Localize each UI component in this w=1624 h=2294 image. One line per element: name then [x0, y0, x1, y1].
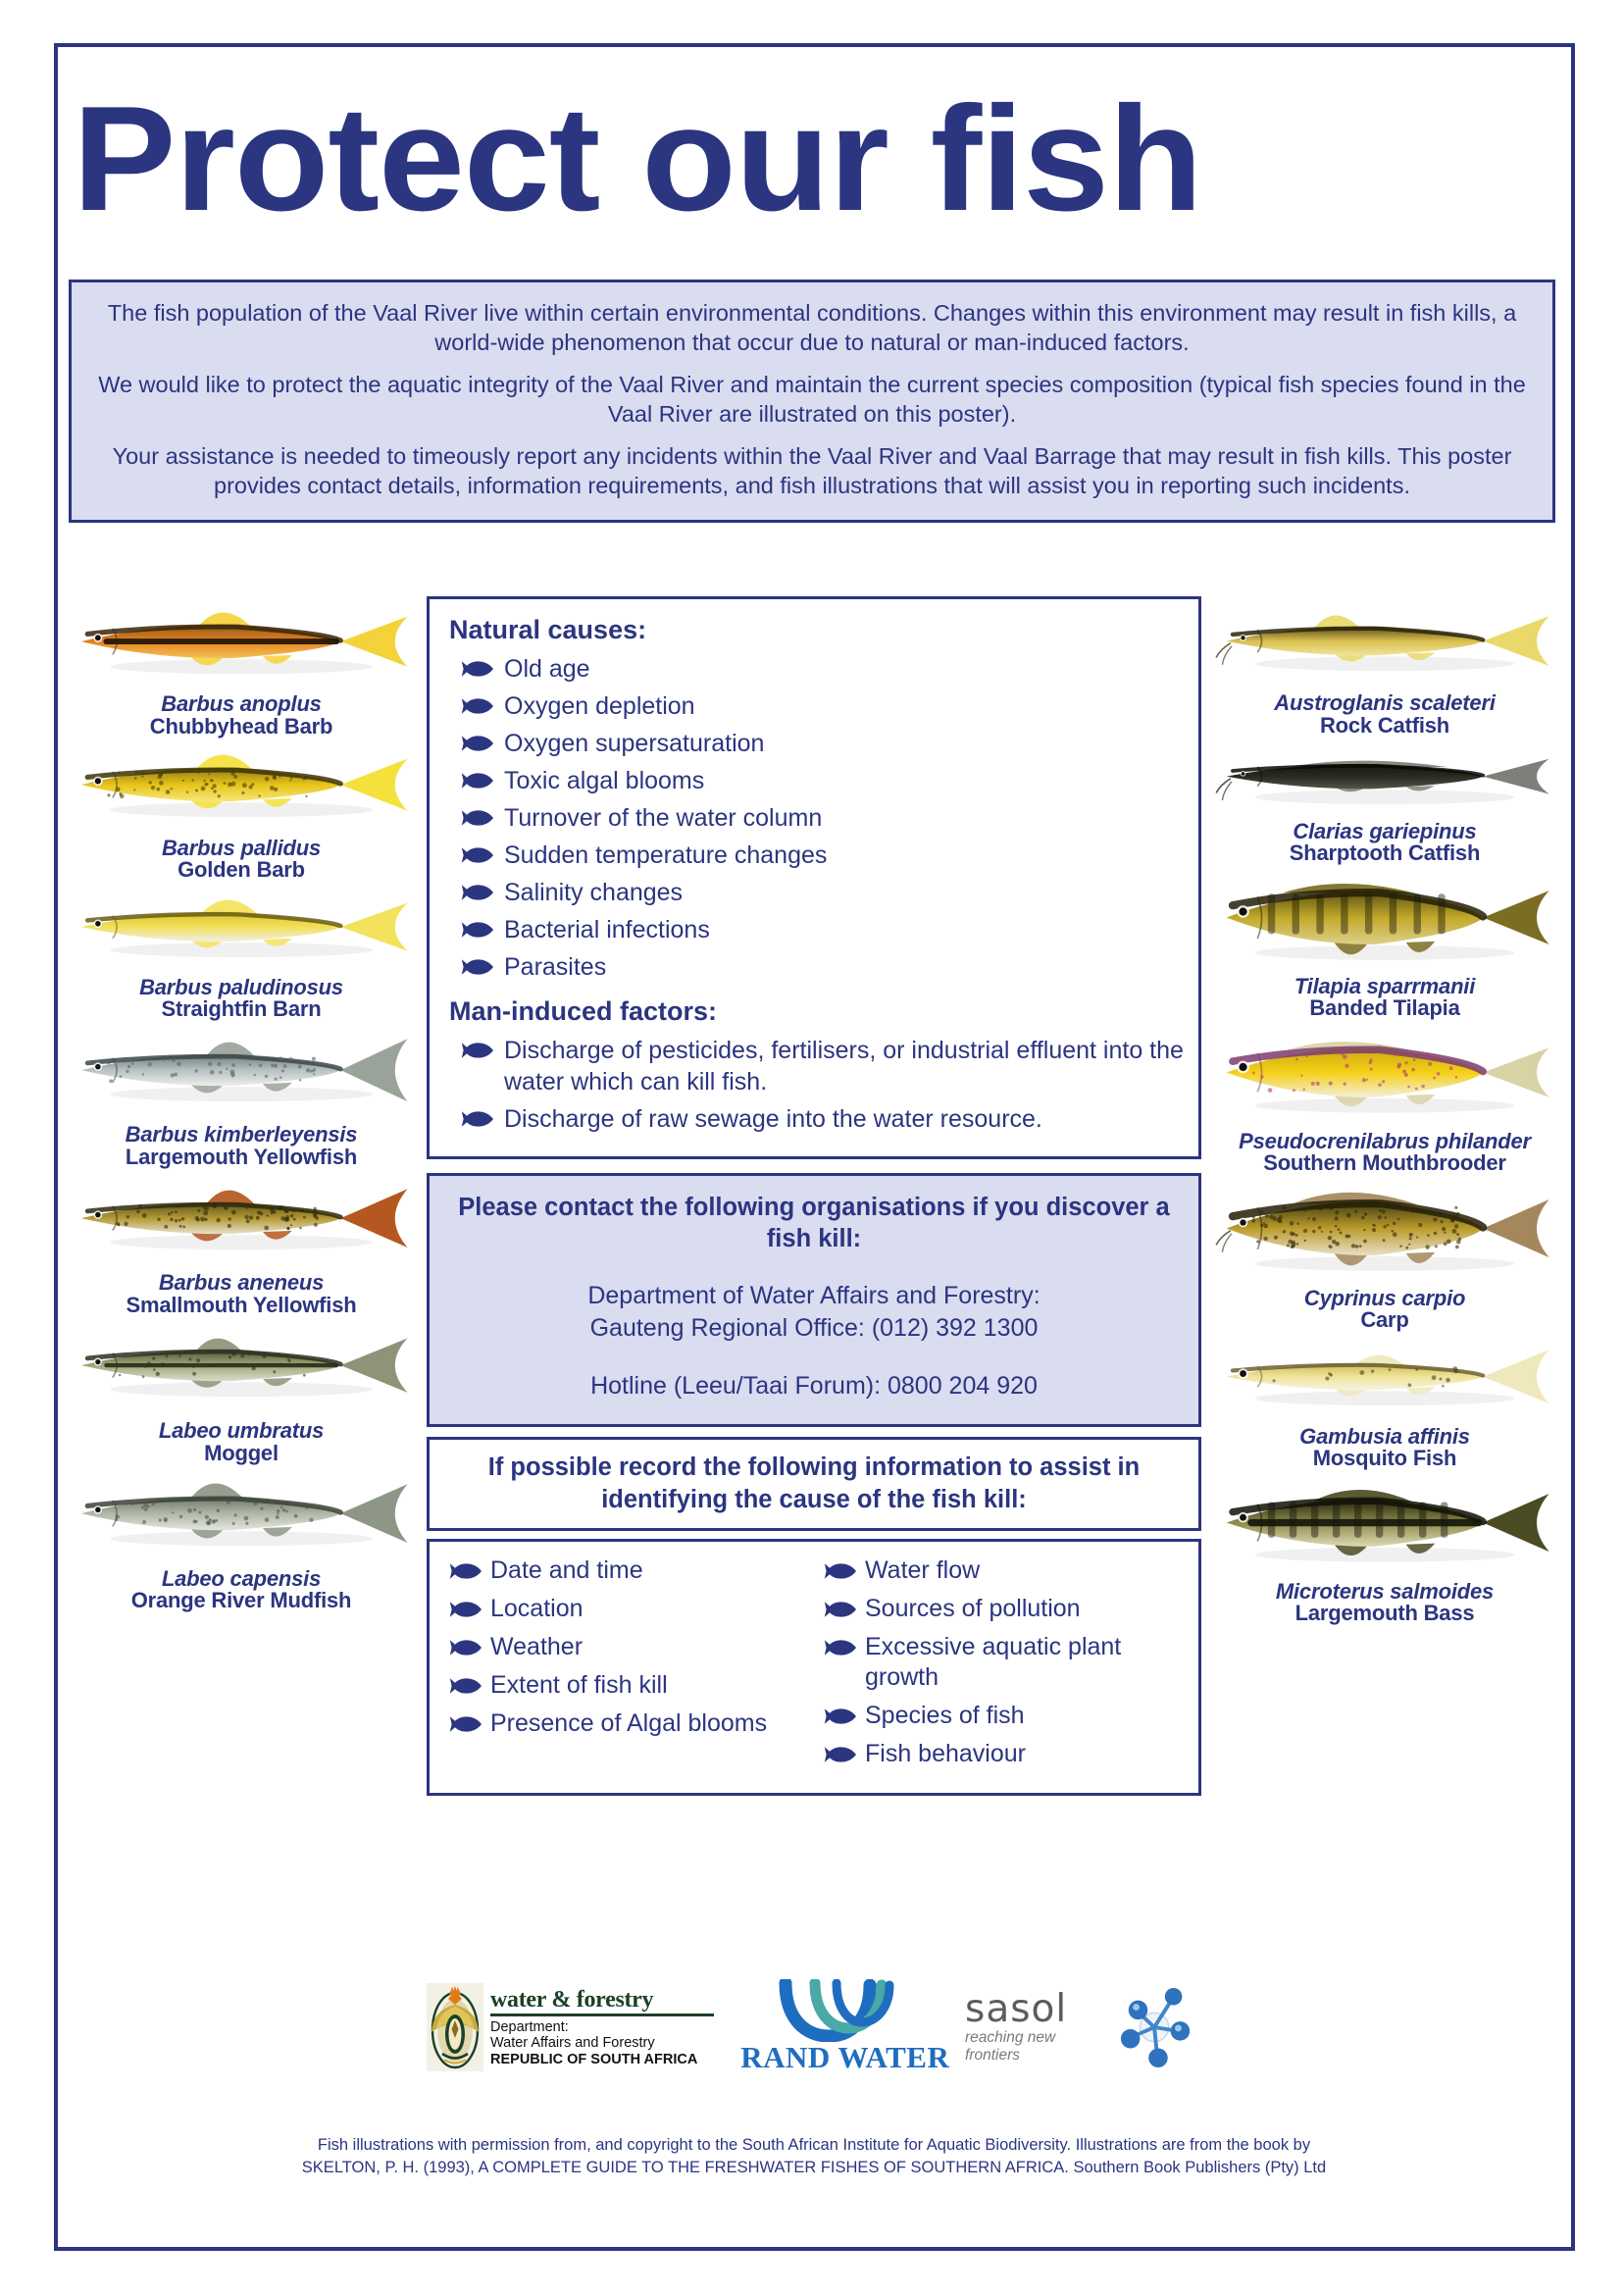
fish-bullet-icon — [461, 884, 494, 901]
logo-sasol — [965, 1982, 1192, 2072]
record-item — [814, 1594, 1189, 1624]
record-heading-panel — [427, 1437, 1201, 1531]
fish-left-caption — [69, 1417, 414, 1465]
fish-left-common-name: Chubbyhead Barb — [149, 713, 333, 739]
natural-cause-item — [447, 951, 1185, 983]
natural-cause-item — [447, 840, 1185, 871]
fish-left-common-name: Largemouth Yellowfish — [125, 1145, 358, 1170]
fish-bullet-icon — [824, 1601, 857, 1618]
fish-right-plate — [1214, 1022, 1555, 1175]
natural-cause-label: Oxygen supersaturation — [504, 730, 765, 757]
fish-left-scientific-name: Barbus paludinosus — [139, 974, 343, 999]
fish-right-scientific-name: Clarias gariepinus — [1293, 818, 1477, 843]
record-label: Species of fish — [865, 1702, 1025, 1729]
fish-left-caption — [69, 693, 414, 738]
fish-left-plate — [69, 739, 414, 881]
fish-bullet-icon — [449, 1601, 482, 1618]
credit-line-1: Fish illustrations with permission from, and copyright to the South African Institute for Aquatic Biodiversity. Illustrations are from the book by — [317, 2136, 1311, 2154]
fish-left-scientific-name: Barbus kimberleyensis — [125, 1122, 358, 1147]
record-item — [814, 1701, 1189, 1731]
contact-heading: Please contact the following organisations if you discover a fish kill: — [458, 1194, 1170, 1252]
fish-left-common-name: Orange River Mudfish — [130, 1588, 352, 1613]
fish-right-caption — [1214, 973, 1555, 1021]
natural-causes-list — [447, 653, 1185, 983]
fish-bullet-icon — [461, 1042, 494, 1059]
fish-illustration — [1214, 1334, 1555, 1425]
contact-panel — [427, 1173, 1201, 1427]
fish-right-plate — [1214, 1472, 1555, 1625]
record-items-panel — [427, 1539, 1201, 1796]
fish-left-common-name: Straightfin Barn — [161, 996, 322, 1022]
fish-left-scientific-name: Barbus anoplus — [161, 691, 322, 717]
fish-bullet-icon — [461, 735, 494, 752]
man-induced-cause-label: Discharge of raw sewage into the water resource. — [504, 1105, 1042, 1133]
fish-right-scientific-name: Pseudocrenilabrus philander — [1239, 1128, 1531, 1153]
fish-right-common-name: Carp — [1360, 1307, 1409, 1333]
intro-paragraph-3: Your assistance is needed to timeously report any incidents within the Vaal River and Vaal Barrage that may result in fish kills. This poster provides contact details, information requirements, and fish illustrations that will assist you in reporting such incidents. — [112, 443, 1512, 498]
page-title: Protect our fish — [73, 76, 1202, 242]
record-column-right — [814, 1555, 1189, 1777]
fish-right-plate — [1214, 1177, 1555, 1332]
fish-right-common-name: Banded Tilapia — [1309, 995, 1460, 1021]
rand-water-wave-icon — [772, 1979, 919, 2042]
rand-water-name: RAND WATER — [740, 2040, 950, 2074]
intro-panel — [69, 280, 1555, 523]
natural-cause-item — [447, 914, 1185, 945]
record-item — [439, 1555, 814, 1586]
record-heading: If possible record the following information to assist in identifying the cause of the fish kill: — [487, 1453, 1141, 1513]
fish-bullet-icon — [824, 1639, 857, 1657]
fish-left-plate — [69, 884, 414, 1021]
content-columns — [69, 596, 1555, 2038]
fish-bullet-icon — [449, 1562, 482, 1580]
record-label: Fish behaviour — [865, 1740, 1026, 1767]
contact-spacer — [449, 1345, 1179, 1370]
fish-right-scientific-name: Gambusia affinis — [1299, 1423, 1470, 1449]
sponsor-logos — [427, 1973, 1192, 2081]
credit-text — [118, 2134, 1510, 2179]
contact-gauteng-line: Gauteng Regional Office: (012) 392 1300 — [589, 1314, 1039, 1342]
fish-bullet-icon — [461, 660, 494, 678]
dwaf-line-2: Water Affairs and Forestry — [490, 2035, 655, 2052]
fish-left-caption — [69, 1565, 414, 1613]
credit-line-2: SKELTON, P. H. (1993), A COMPLETE GUIDE TO THE FRESHWATER FISHES OF SOUTHERN AFRICA. Southern Book Publishers (Pty) Ltd — [301, 2159, 1327, 2176]
contact-dwaf-line: Department of Water Affairs and Forestry: — [587, 1282, 1040, 1309]
fish-right-caption — [1214, 818, 1555, 866]
fish-left-caption — [69, 835, 414, 883]
record-label: Sources of pollution — [865, 1595, 1081, 1622]
fish-right-caption — [1214, 1423, 1555, 1471]
fish-right-common-name: Largemouth Bass — [1294, 1601, 1475, 1626]
fish-illustration — [69, 596, 414, 692]
record-label: Date and time — [490, 1556, 643, 1584]
fish-right-common-name: Sharptooth Catfish — [1289, 841, 1481, 866]
information-column — [427, 596, 1201, 1796]
intro-paragraph-1: The fish population of the Vaal River live within certain environmental conditions. Changes within this environment may result in fish kills, a world-wide phenomenon that occur due to natural or man-induced factors. — [107, 300, 1517, 355]
dwaf-wordmark: water & forestry — [490, 1986, 654, 2013]
dwaf-line-3: REPUBLIC OF SOUTH AFRICA — [490, 2051, 698, 2067]
fish-left-plate — [69, 1466, 414, 1612]
fish-bullet-icon — [461, 697, 494, 715]
record-label: Presence of Algal blooms — [490, 1709, 768, 1737]
contact-hotline-line: Hotline (Leeu/Taai Forum): 0800 204 920 — [590, 1372, 1038, 1400]
fish-illustration — [69, 1466, 414, 1566]
fish-left-common-name: Moggel — [204, 1440, 279, 1465]
fish-right-plate — [1214, 596, 1555, 737]
dwaf-line-1: Department: — [490, 2018, 569, 2035]
fish-right-scientific-name: Austroglanis scaleteri — [1274, 690, 1496, 716]
natural-cause-label: Parasites — [504, 953, 607, 981]
causes-panel — [427, 596, 1201, 1159]
record-item — [439, 1632, 814, 1662]
record-item — [439, 1670, 814, 1701]
man-induced-cause-label: Discharge of pesticides, fertilisers, or industrial effluent into the water which can kill fish. — [504, 1037, 1184, 1096]
record-label: Weather — [490, 1633, 584, 1660]
man-induced-cause-item — [447, 1103, 1185, 1135]
fish-bullet-icon — [449, 1677, 482, 1695]
fish-right-common-name: Mosquito Fish — [1312, 1446, 1457, 1471]
fish-bullet-icon — [461, 772, 494, 790]
fish-illustration — [69, 1318, 414, 1418]
fish-right-common-name: Southern Mouthbrooder — [1263, 1150, 1506, 1176]
natural-cause-item — [447, 690, 1185, 722]
fish-bullet-icon — [824, 1562, 857, 1580]
fish-left-caption — [69, 974, 414, 1022]
intro-paragraph-2: We would like to protect the aquatic integrity of the Vaal River and maintain the current species composition (typical fish species found in the Vaal River are illustrated on this poster). — [98, 372, 1526, 427]
record-label: Location — [490, 1595, 584, 1622]
fish-left-plate — [69, 1171, 414, 1317]
sasol-molecule-icon — [1117, 1982, 1192, 2072]
natural-cause-item — [447, 653, 1185, 685]
sasol-tagline: reaching new frontiers — [965, 2029, 1056, 2064]
fish-bullet-icon — [449, 1715, 482, 1733]
natural-cause-label: Salinity changes — [504, 879, 684, 906]
fish-bullet-icon — [461, 1110, 494, 1128]
dwaf-rule — [490, 2014, 714, 2016]
fish-right-plate — [1214, 867, 1555, 1020]
natural-cause-label: Bacterial infections — [504, 916, 710, 943]
fish-right-scientific-name: Cyprinus carpio — [1303, 1285, 1466, 1310]
natural-cause-label: Sudden temperature changes — [504, 841, 828, 869]
fish-illustration — [69, 739, 414, 836]
record-list-left — [439, 1555, 814, 1739]
fish-left-plate — [69, 1318, 414, 1464]
fish-right-caption — [1214, 1578, 1555, 1626]
fish-illustration — [69, 884, 414, 976]
record-item — [814, 1632, 1189, 1693]
natural-cause-label: Turnover of the water column — [504, 804, 823, 832]
fish-bullet-icon — [461, 846, 494, 864]
fish-right-plate — [1214, 1334, 1555, 1470]
record-label: Excessive aquatic plant growth — [865, 1633, 1122, 1691]
fish-right-caption — [1214, 692, 1555, 737]
fish-left-scientific-name: Labeo umbratus — [158, 1417, 325, 1443]
fish-column-right — [1214, 596, 1555, 1627]
man-induced-cause-item — [447, 1035, 1185, 1097]
logo-rand-water — [732, 1979, 959, 2075]
fish-bullet-icon — [461, 921, 494, 939]
fish-left-scientific-name: Barbus aneneus — [158, 1270, 325, 1296]
natural-cause-label: Toxic algal blooms — [504, 767, 705, 794]
fish-illustration — [69, 1023, 414, 1123]
south-africa-coat-of-arms-icon — [427, 1983, 483, 2071]
record-item — [439, 1594, 814, 1624]
fish-illustration — [1214, 1177, 1555, 1287]
fish-left-caption — [69, 1272, 414, 1316]
record-item — [814, 1555, 1189, 1586]
fish-left-scientific-name: Labeo capensis — [161, 1565, 322, 1591]
fish-column-left — [69, 596, 414, 1614]
fish-bullet-icon — [824, 1708, 857, 1725]
fish-illustration — [1214, 739, 1555, 819]
natural-cause-item — [447, 802, 1185, 834]
record-label: Water flow — [865, 1556, 981, 1584]
fish-bullet-icon — [461, 809, 494, 827]
natural-causes-heading: Natural causes: — [449, 615, 647, 644]
fish-right-caption — [1214, 1128, 1555, 1176]
fish-right-scientific-name: Microterus salmoides — [1275, 1578, 1495, 1604]
logo-dwaf — [427, 1983, 732, 2071]
natural-cause-item — [447, 728, 1185, 759]
fish-illustration — [1214, 596, 1555, 691]
fish-bullet-icon — [461, 958, 494, 976]
poster-title-area — [67, 76, 1557, 258]
record-list-right — [814, 1555, 1189, 1769]
fish-left-scientific-name: Barbus pallidus — [161, 835, 322, 860]
fish-illustration — [1214, 1022, 1555, 1130]
natural-cause-label: Old age — [504, 655, 590, 683]
fish-left-common-name: Smallmouth Yellowfish — [126, 1292, 357, 1317]
record-item — [439, 1708, 814, 1739]
fish-right-scientific-name: Tilapia sparrmanii — [1294, 973, 1476, 998]
man-induced-list — [447, 1035, 1185, 1135]
record-item — [814, 1739, 1189, 1769]
fish-left-caption — [69, 1124, 414, 1168]
fish-illustration — [69, 1171, 414, 1271]
fish-bullet-icon — [449, 1639, 482, 1657]
fish-bullet-icon — [824, 1746, 857, 1763]
fish-illustration — [1214, 1472, 1555, 1580]
record-column-left — [439, 1555, 814, 1777]
natural-cause-item — [447, 765, 1185, 796]
fish-right-common-name: Rock Catfish — [1319, 712, 1450, 738]
fish-left-common-name: Golden Barb — [178, 857, 305, 883]
fish-right-caption — [1214, 1285, 1555, 1333]
sasol-wordmark: sasol — [965, 1987, 1068, 2031]
natural-cause-label: Oxygen depletion — [504, 692, 695, 720]
fish-left-plate — [69, 596, 414, 738]
fish-left-plate — [69, 1023, 414, 1169]
natural-cause-item — [447, 877, 1185, 908]
fish-illustration — [1214, 867, 1555, 975]
record-label: Extent of fish kill — [490, 1671, 668, 1699]
man-induced-heading: Man-induced factors: — [449, 996, 718, 1026]
fish-right-plate — [1214, 739, 1555, 865]
